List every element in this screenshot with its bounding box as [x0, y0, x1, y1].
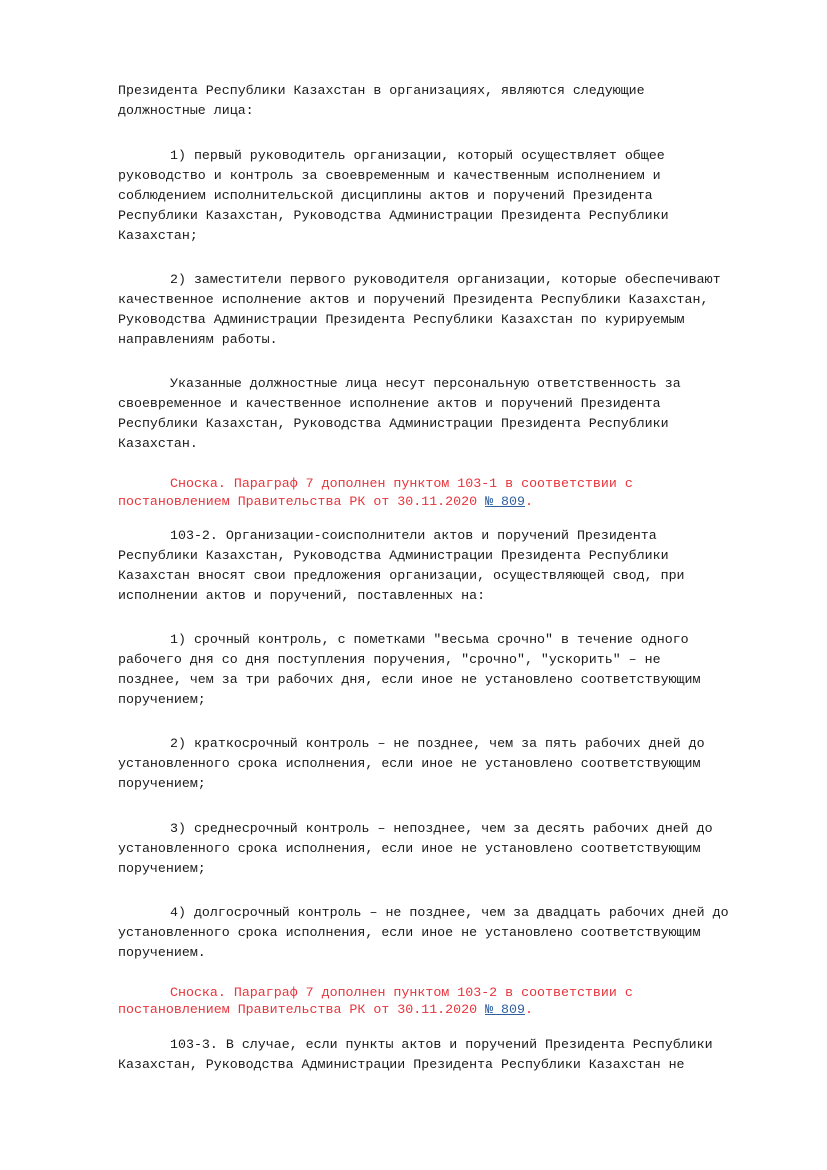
officials-item-1-line: Казахстан; [118, 228, 198, 243]
resolution-809-link[interactable]: № 809 [485, 494, 525, 509]
control-item-1-line: поручением; [118, 692, 206, 707]
officials-item-1-line: руководство и контроль за своевременным и качественным исполнением и [118, 168, 661, 183]
officials-item-2-line: Руководства Администрации Президента Республики Казахстан по курируемым [118, 312, 685, 327]
officials-item-2-line: 2) заместители первого руководителя организации, которые обеспечивают [170, 272, 721, 287]
control-item-1-line: позднее, чем за три рабочих дня, если иное не установлено соответствующим [118, 672, 701, 687]
footnote-1-end: . [524, 494, 533, 509]
responsibility-paragraph-line: Республики Казахстан, Руководства Администрации Президента Республики [118, 416, 669, 431]
footnote-2-end: . [524, 1002, 533, 1017]
control-item-4-line: поручением. [118, 945, 206, 960]
paragraph-intro-line: Президента Республики Казахстан в организациях, являются следующие [118, 83, 645, 98]
paragraph-103-2-line: Республики Казахстан, Руководства Администрации Президента Республики [118, 548, 669, 563]
responsibility-paragraph-line: Казахстан. [118, 436, 198, 451]
control-item-4-line: 4) долгосрочный контроль – не позднее, чем за двадцать рабочих дней до [170, 905, 729, 920]
footnote-1-line [118, 492, 533, 512]
control-item-2-line: установленного срока исполнения, если иное не установлено соответствующим [118, 756, 701, 771]
responsibility-paragraph-line: своевременное и качественное исполнение актов и поручений Президента [118, 396, 661, 411]
control-item-3-line: поручением; [118, 861, 206, 876]
control-item-1-line: рабочего дня со дня поступления поручения, "срочно", "ускорить" – не [118, 652, 661, 667]
resolution-809-link[interactable]: № 809 [485, 1002, 525, 1017]
paragraph-intro-line: должностные лица: [118, 103, 254, 118]
officials-item-1-line: Республики Казахстан, Руководства Администрации Президента Республики [118, 208, 669, 223]
officials-item-1-line: 1) первый руководитель организации, который осуществляет общее [170, 148, 665, 163]
paragraph-103-3-line: 103-3. В случае, если пункты актов и поручений Президента Республики [170, 1037, 713, 1052]
control-item-3-line: 3) среднесрочный контроль – непозднее, чем за десять рабочих дней до [170, 821, 713, 836]
footnote-2-line: Сноска. Параграф 7 дополнен пунктом 103-2 в соответствии с [170, 985, 633, 1000]
control-item-2-line: поручением; [118, 776, 206, 791]
responsibility-paragraph-line: Указанные должностные лица несут персональную ответственность за [170, 376, 681, 391]
paragraph-103-3-line: Казахстан, Руководства Администрации Президента Республики Казахстан не [118, 1057, 685, 1072]
footnote-2-line [118, 1000, 533, 1020]
footnote-1-line: Сноска. Параграф 7 дополнен пунктом 103-1 в соответствии с [170, 476, 633, 491]
control-item-1-line: 1) срочный контроль, с пометками "весьма срочно" в течение одного [170, 632, 689, 647]
control-item-4-line: установленного срока исполнения, если иное не установлено соответствующим [118, 925, 701, 940]
officials-item-2-line: направлениям работы. [118, 332, 278, 347]
officials-item-2-line: качественное исполнение актов и поручений Президента Республики Казахстан, [118, 292, 709, 307]
paragraph-103-2-line: Казахстан вносят свои предложения организации, осуществляющей свод, при [118, 568, 685, 583]
control-item-2-line: 2) краткосрочный контроль – не позднее, чем за пять рабочих дней до [170, 736, 705, 751]
footnote-1-text: постановлением Правительства РК от 30.11.2020 [118, 494, 486, 509]
footnote-2-text: постановлением Правительства РК от 30.11.2020 [118, 1002, 486, 1017]
paragraph-103-2-line: 103-2. Организации-соисполнители актов и поручений Президента [170, 528, 657, 543]
paragraph-103-2-line: исполнении актов и поручений, поставленных на: [118, 588, 486, 603]
control-item-3-line: установленного срока исполнения, если иное не установлено соответствующим [118, 841, 701, 856]
officials-item-1-line: соблюдением исполнительской дисциплины актов и поручений Президента [118, 188, 653, 203]
